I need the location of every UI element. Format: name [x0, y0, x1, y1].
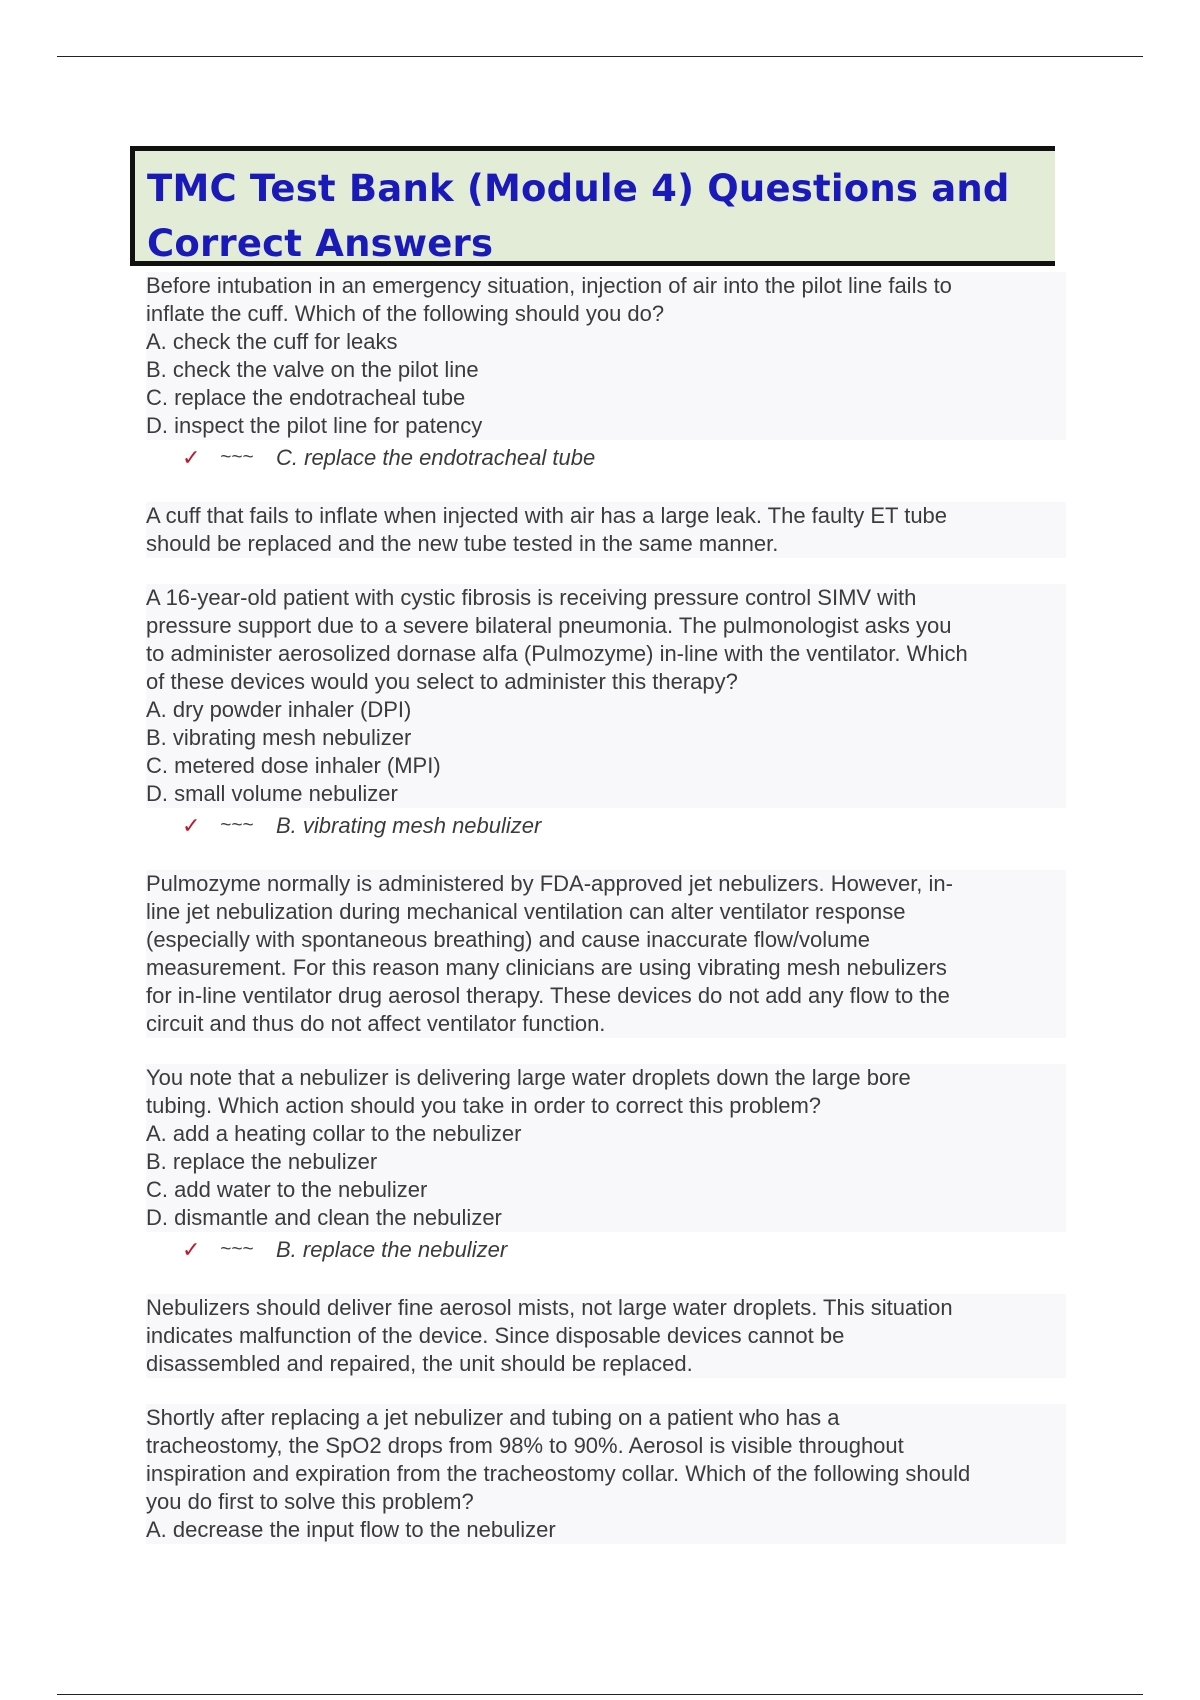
answer-marker: ~~~: [220, 447, 254, 468]
question-text: Shortly after replacing a jet nebulizer and tubing on a patient who has a: [146, 1404, 1066, 1432]
answer-option: B. vibrating mesh nebulizer: [146, 724, 1066, 752]
checkmark-icon: ✓: [182, 445, 201, 470]
answer-option: A. check the cuff for leaks: [146, 328, 1066, 356]
correct-answer: [146, 440, 1066, 476]
correct-answer-text: B. replace the nebulizer: [276, 1237, 508, 1262]
answer-option: B. replace the nebulizer: [146, 1148, 1066, 1176]
question-text: pressure support due to a severe bilateral pneumonia. The pulmonologist asks you: [146, 612, 1066, 640]
correct-answer-text: B. vibrating mesh nebulizer: [276, 813, 542, 838]
answer-option: A. dry powder inhaler (DPI): [146, 696, 1066, 724]
title-banner: [130, 146, 1055, 266]
question-text: tubing. Which action should you take in order to correct this problem?: [146, 1092, 1066, 1120]
checkmark-icon: ✓: [182, 1237, 201, 1262]
explanation-text: (especially with spontaneous breathing) and cause inaccurate flow/volume: [146, 926, 1066, 954]
answer-option: B. check the valve on the pilot line: [146, 356, 1066, 384]
explanation-text: circuit and thus do not affect ventilator function.: [146, 1010, 1066, 1038]
correct-answer: [146, 808, 1066, 844]
question-text: to administer aerosolized dornase alfa (Pulmozyme) in-line with the ventilator. Which: [146, 640, 1066, 668]
question-text: inspiration and expiration from the tracheostomy collar. Which of the following should: [146, 1460, 1066, 1488]
answer-option: A. decrease the input flow to the nebulizer: [146, 1516, 1066, 1544]
answer-option: A. add a heating collar to the nebulizer: [146, 1120, 1066, 1148]
correct-answer-text: C. replace the endotracheal tube: [276, 445, 596, 470]
explanation-text: indicates malfunction of the device. Since disposable devices cannot be: [146, 1322, 1066, 1350]
question-text: You note that a nebulizer is delivering large water droplets down the large bore: [146, 1064, 1066, 1092]
question-text: Before intubation in an emergency situation, injection of air into the pilot line fails to: [146, 272, 1066, 300]
question-block-2: [146, 584, 1066, 1064]
explanation-text: should be replaced and the new tube tested in the same manner.: [146, 530, 1066, 558]
answer-marker: ~~~: [220, 815, 254, 836]
explanation-text: for in-line ventilator drug aerosol therapy. These devices do not add any flow to the: [146, 982, 1066, 1010]
answer-option: C. metered dose inhaler (MPI): [146, 752, 1066, 780]
question-text: tracheostomy, the SpO2 drops from 98% to 90%. Aerosol is visible throughout: [146, 1432, 1066, 1460]
title-line-1: TMC Test Bank (Module 4) Questions and: [147, 167, 1010, 210]
answer-marker: ~~~: [220, 1239, 254, 1260]
footer-rule: [57, 1694, 1143, 1695]
question-block-4: [146, 1404, 1066, 1544]
question-block-1: [146, 272, 1066, 584]
question-text: inflate the cuff. Which of the following should you do?: [146, 300, 1066, 328]
question-text: of these devices would you select to administer this therapy?: [146, 668, 1066, 696]
question-text: A 16-year-old patient with cystic fibrosis is receiving pressure control SIMV with: [146, 584, 1066, 612]
answer-option: D. small volume nebulizer: [146, 780, 1066, 808]
answer-option: D. inspect the pilot line for patency: [146, 412, 1066, 440]
question-list: [146, 272, 1066, 1544]
answer-option: C. add water to the nebulizer: [146, 1176, 1066, 1204]
question-block-3: [146, 1064, 1066, 1404]
header-rule: [57, 56, 1143, 57]
correct-answer: [146, 1232, 1066, 1268]
explanation-text: measurement. For this reason many clinicians are using vibrating mesh nebulizers: [146, 954, 1066, 982]
document-title: [147, 161, 1055, 271]
title-line-2: Correct Answers: [147, 222, 494, 265]
explanation-text: line jet nebulization during mechanical ventilation can alter ventilator response: [146, 898, 1066, 926]
answer-option: D. dismantle and clean the nebulizer: [146, 1204, 1066, 1232]
question-text: you do first to solve this problem?: [146, 1488, 1066, 1516]
explanation-text: disassembled and repaired, the unit should be replaced.: [146, 1350, 1066, 1378]
checkmark-icon: ✓: [182, 813, 201, 838]
answer-option: C. replace the endotracheal tube: [146, 384, 1066, 412]
explanation-text: A cuff that fails to inflate when injected with air has a large leak. The faulty ET tube: [146, 502, 1066, 530]
explanation-text: Pulmozyme normally is administered by FDA-approved jet nebulizers. However, in-: [146, 870, 1066, 898]
explanation-text: Nebulizers should deliver fine aerosol mists, not large water droplets. This situation: [146, 1294, 1066, 1322]
